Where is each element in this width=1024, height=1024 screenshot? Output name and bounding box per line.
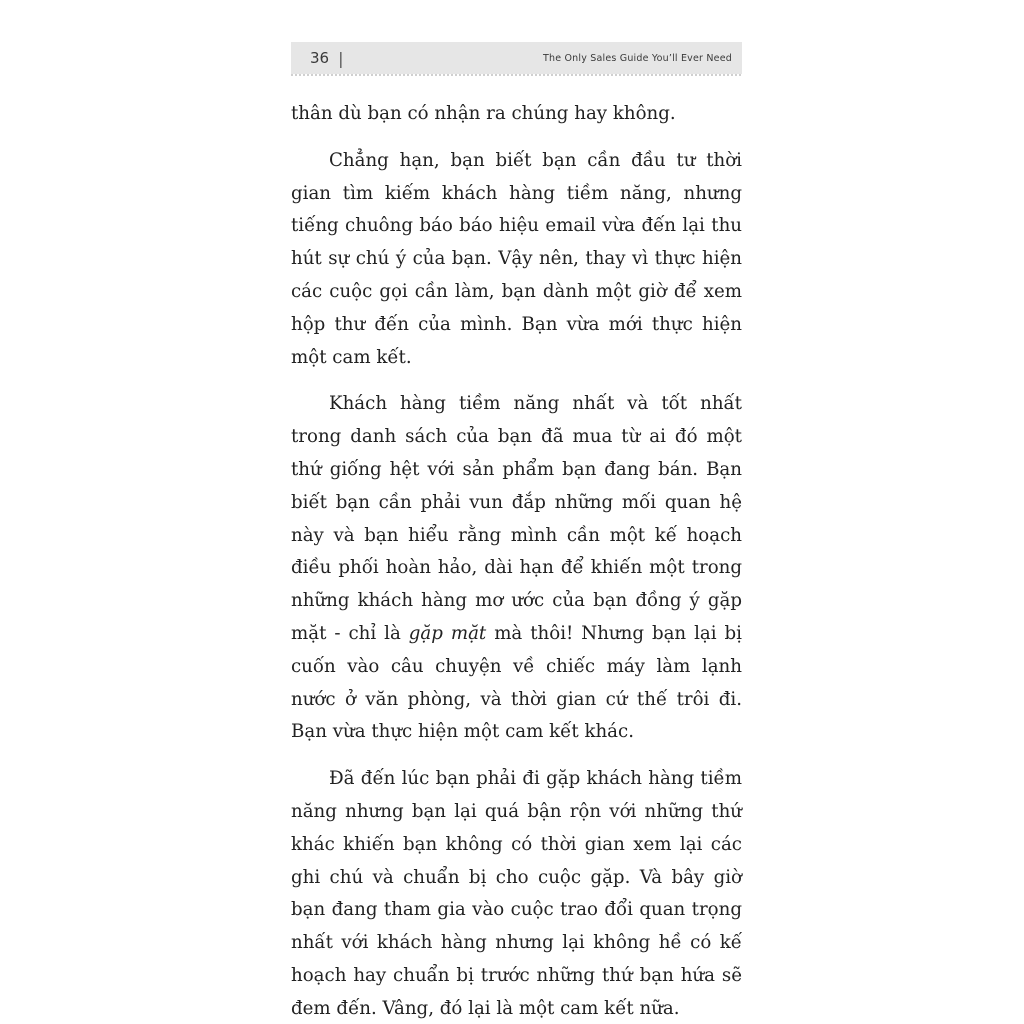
- paragraph-2: Chẳng hạn, bạn biết bạn cần đầu tư thời gian tìm kiếm khách hàng tiềm năng, nhưng tiếng chuông báo báo hiệu email vừa đến lại thu hút sự chú ý của bạn. Vậy nên, thay vì thực hiện các cuộc gọi cần làm, bạn dành một giờ để xem hộp thư đến của mình. Bạn vừa mới thực hiện một cam kết.: [291, 149, 742, 368]
- paragraph-4: Đã đến lúc bạn phải đi gặp khách hàng tiềm năng nhưng bạn lại quá bận rộn với những thứ khác khiến bạn không có thời gian xem lại các ghi chú và chuẩn bị cho cuộc gặp. Và bây giờ bạn đang tham gia vào cuộc trao đổi quan trọng nhất với khách hàng nhưng lại không hề có kế hoạch hay chuẩn bị trước những thứ bạn hứa sẽ đem đến. Vâng, đó lại là một cam kết nữa.: [291, 768, 742, 1019]
- paragraph-3: [291, 388, 742, 749]
- paragraph-3-emphasis: gặp mặt: [408, 622, 487, 644]
- paragraph-3-text-before: Khách hàng tiềm năng nhất và tốt nhất trong danh sách của bạn đã mua từ ai đó một thứ giống hệt với sản phẩm bạn đang bán. Bạn biết bạn cần phải vun đắp những mối quan hệ này và bạn hiểu rằng mình cần một kế hoạch điều phối hoàn hảo, dài hạn để khiến một trong những khách hàng mơ ước của bạn đồng ý gặp mặt - chỉ là: [291, 393, 742, 644]
- page-number-group: [310, 49, 343, 68]
- paragraph-1: thân dù bạn có nhận ra chúng hay không.: [291, 103, 676, 124]
- header-separator: |: [338, 48, 344, 68]
- running-header: [291, 42, 742, 74]
- page-number: 36: [310, 49, 330, 67]
- book-title: The Only Sales Guide You’ll Ever Need: [542, 52, 732, 64]
- paragraph-3-text-after: mà thôi! Nhưng bạn lại bị cuốn vào câu chuyện về chiếc máy làm lạnh nước ở văn phòng, và thời gian cứ thế trôi đi. Bạn vừa thực hiện một cam kết khác.: [291, 622, 742, 743]
- body-text: [291, 98, 742, 1024]
